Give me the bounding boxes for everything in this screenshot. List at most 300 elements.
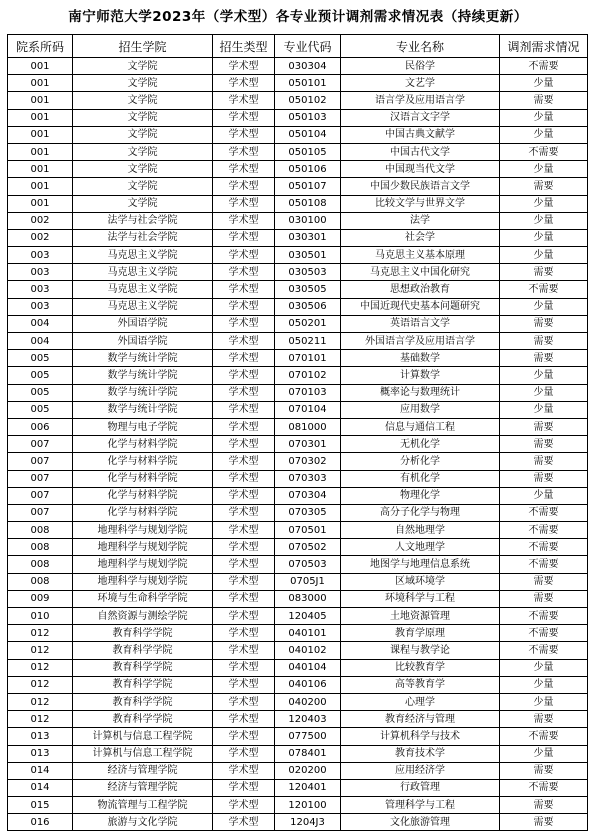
cell-college: 文学院 bbox=[73, 178, 213, 195]
cell-dept-code: 002 bbox=[8, 229, 73, 246]
cell-demand: 不需要 bbox=[500, 608, 588, 625]
cell-type: 学术型 bbox=[213, 92, 275, 109]
cell-college: 化学与材料学院 bbox=[73, 436, 213, 453]
cell-dept-code: 009 bbox=[8, 590, 73, 607]
cell-major-name: 汉语言文字学 bbox=[341, 109, 500, 126]
table-row bbox=[8, 178, 588, 195]
table-row bbox=[8, 333, 588, 350]
cell-college: 数学与统计学院 bbox=[73, 401, 213, 418]
cell-major-name: 比较教育学 bbox=[341, 659, 500, 676]
cell-type: 学术型 bbox=[213, 608, 275, 625]
cell-major-name: 语言学及应用语言学 bbox=[341, 92, 500, 109]
cell-major-code: 050107 bbox=[275, 178, 341, 195]
cell-demand: 少量 bbox=[500, 298, 588, 315]
cell-type: 学术型 bbox=[213, 797, 275, 814]
cell-demand: 不需要 bbox=[500, 504, 588, 521]
table-row bbox=[8, 350, 588, 367]
cell-dept-code: 001 bbox=[8, 178, 73, 195]
table-row bbox=[8, 487, 588, 504]
cell-college: 教育科学学院 bbox=[73, 659, 213, 676]
cell-major-code: 070104 bbox=[275, 401, 341, 418]
cell-demand: 需要 bbox=[500, 590, 588, 607]
table-row bbox=[8, 58, 588, 75]
cell-dept-code: 002 bbox=[8, 212, 73, 229]
cell-type: 学术型 bbox=[213, 350, 275, 367]
cell-major-name: 法学 bbox=[341, 212, 500, 229]
header-major-name: 专业名称 bbox=[341, 35, 500, 58]
cell-major-code: 070502 bbox=[275, 539, 341, 556]
cell-college: 旅游与文化学院 bbox=[73, 814, 213, 831]
cell-type: 学术型 bbox=[213, 143, 275, 160]
cell-type: 学术型 bbox=[213, 436, 275, 453]
cell-type: 学术型 bbox=[213, 264, 275, 281]
cell-major-name: 自然地理学 bbox=[341, 522, 500, 539]
cell-major-code: 030506 bbox=[275, 298, 341, 315]
cell-type: 学术型 bbox=[213, 745, 275, 762]
cell-major-code: 030501 bbox=[275, 247, 341, 264]
cell-major-name: 计算数学 bbox=[341, 367, 500, 384]
cell-college: 教育科学学院 bbox=[73, 711, 213, 728]
cell-type: 学术型 bbox=[213, 504, 275, 521]
cell-demand: 少量 bbox=[500, 367, 588, 384]
cell-demand: 不需要 bbox=[500, 779, 588, 796]
cell-type: 学术型 bbox=[213, 522, 275, 539]
cell-dept-code: 004 bbox=[8, 333, 73, 350]
cell-major-name: 比较文学与世界文学 bbox=[341, 195, 500, 212]
cell-major-name: 中国古典文献学 bbox=[341, 126, 500, 143]
cell-dept-code: 001 bbox=[8, 109, 73, 126]
cell-major-name: 物理化学 bbox=[341, 487, 500, 504]
cell-type: 学术型 bbox=[213, 762, 275, 779]
cell-type: 学术型 bbox=[213, 814, 275, 831]
cell-major-code: 030304 bbox=[275, 58, 341, 75]
cell-college: 数学与统计学院 bbox=[73, 384, 213, 401]
table-row bbox=[8, 92, 588, 109]
table-row bbox=[8, 814, 588, 831]
cell-dept-code: 003 bbox=[8, 264, 73, 281]
cell-major-name: 中国少数民族语言文学 bbox=[341, 178, 500, 195]
cell-type: 学术型 bbox=[213, 470, 275, 487]
cell-type: 学术型 bbox=[213, 281, 275, 298]
cell-college: 地理科学与规划学院 bbox=[73, 539, 213, 556]
cell-college: 化学与材料学院 bbox=[73, 453, 213, 470]
table-row bbox=[8, 161, 588, 178]
cell-demand: 需要 bbox=[500, 711, 588, 728]
cell-major-code: 040104 bbox=[275, 659, 341, 676]
cell-demand: 不需要 bbox=[500, 539, 588, 556]
table-header-row bbox=[8, 35, 588, 58]
cell-demand: 需要 bbox=[500, 333, 588, 350]
cell-demand: 需要 bbox=[500, 264, 588, 281]
cell-demand: 不需要 bbox=[500, 58, 588, 75]
cell-type: 学术型 bbox=[213, 247, 275, 264]
cell-dept-code: 008 bbox=[8, 539, 73, 556]
cell-dept-code: 007 bbox=[8, 453, 73, 470]
cell-demand: 少量 bbox=[500, 161, 588, 178]
cell-dept-code: 001 bbox=[8, 92, 73, 109]
cell-dept-code: 007 bbox=[8, 504, 73, 521]
table-row bbox=[8, 642, 588, 659]
table-row bbox=[8, 590, 588, 607]
cell-major-code: 030503 bbox=[275, 264, 341, 281]
cell-major-name: 无机化学 bbox=[341, 436, 500, 453]
cell-type: 学术型 bbox=[213, 75, 275, 92]
cell-major-code: 030301 bbox=[275, 229, 341, 246]
cell-type: 学术型 bbox=[213, 676, 275, 693]
cell-type: 学术型 bbox=[213, 384, 275, 401]
cell-demand: 少量 bbox=[500, 212, 588, 229]
cell-college: 法学与社会学院 bbox=[73, 229, 213, 246]
cell-major-name: 心理学 bbox=[341, 693, 500, 710]
cell-demand: 需要 bbox=[500, 453, 588, 470]
cell-major-code: 070102 bbox=[275, 367, 341, 384]
cell-type: 学术型 bbox=[213, 401, 275, 418]
cell-demand: 少量 bbox=[500, 195, 588, 212]
cell-dept-code: 003 bbox=[8, 298, 73, 315]
cell-dept-code: 013 bbox=[8, 728, 73, 745]
cell-college: 文学院 bbox=[73, 143, 213, 160]
cell-college: 文学院 bbox=[73, 58, 213, 75]
cell-major-name: 教育经济与管理 bbox=[341, 711, 500, 728]
cell-major-name: 思想政治教育 bbox=[341, 281, 500, 298]
cell-college: 地理科学与规划学院 bbox=[73, 573, 213, 590]
cell-major-code: 030100 bbox=[275, 212, 341, 229]
table-row bbox=[8, 625, 588, 642]
cell-dept-code: 012 bbox=[8, 642, 73, 659]
cell-college: 数学与统计学院 bbox=[73, 350, 213, 367]
cell-demand: 不需要 bbox=[500, 143, 588, 160]
cell-major-name: 应用数学 bbox=[341, 401, 500, 418]
cell-college: 文学院 bbox=[73, 92, 213, 109]
cell-major-code: 050101 bbox=[275, 75, 341, 92]
header-demand: 调剂需求情况 bbox=[500, 35, 588, 58]
cell-major-code: 050106 bbox=[275, 161, 341, 178]
cell-dept-code: 005 bbox=[8, 384, 73, 401]
cell-college: 环境与生命科学学院 bbox=[73, 590, 213, 607]
cell-dept-code: 012 bbox=[8, 625, 73, 642]
cell-dept-code: 003 bbox=[8, 281, 73, 298]
cell-college: 教育科学学院 bbox=[73, 642, 213, 659]
cell-major-code: 0705J1 bbox=[275, 573, 341, 590]
cell-demand: 少量 bbox=[500, 229, 588, 246]
table-row bbox=[8, 384, 588, 401]
cell-demand: 需要 bbox=[500, 814, 588, 831]
cell-major-name: 概率论与数理统计 bbox=[341, 384, 500, 401]
cell-college: 化学与材料学院 bbox=[73, 487, 213, 504]
cell-dept-code: 005 bbox=[8, 367, 73, 384]
page-title: 南宁师范大学2023年（学术型）各专业预计调剂需求情况表（持续更新） bbox=[68, 9, 528, 25]
table-row bbox=[8, 728, 588, 745]
cell-major-name: 教育技术学 bbox=[341, 745, 500, 762]
table-row bbox=[8, 298, 588, 315]
cell-college: 物理与电子学院 bbox=[73, 418, 213, 435]
cell-major-name: 外国语言学及应用语言学 bbox=[341, 333, 500, 350]
table-row bbox=[8, 797, 588, 814]
cell-major-name: 土地资源管理 bbox=[341, 608, 500, 625]
cell-type: 学术型 bbox=[213, 126, 275, 143]
cell-dept-code: 003 bbox=[8, 247, 73, 264]
cell-college: 经济与管理学院 bbox=[73, 762, 213, 779]
cell-type: 学术型 bbox=[213, 195, 275, 212]
cell-major-code: 030505 bbox=[275, 281, 341, 298]
cell-type: 学术型 bbox=[213, 229, 275, 246]
cell-major-code: 070101 bbox=[275, 350, 341, 367]
cell-demand: 少量 bbox=[500, 247, 588, 264]
cell-type: 学术型 bbox=[213, 212, 275, 229]
cell-type: 学术型 bbox=[213, 711, 275, 728]
cell-dept-code: 001 bbox=[8, 75, 73, 92]
cell-type: 学术型 bbox=[213, 418, 275, 435]
cell-demand: 少量 bbox=[500, 487, 588, 504]
cell-major-name: 马克思主义中国化研究 bbox=[341, 264, 500, 281]
table-row bbox=[8, 436, 588, 453]
cell-type: 学术型 bbox=[213, 779, 275, 796]
cell-major-name: 信息与通信工程 bbox=[341, 418, 500, 435]
cell-demand: 少量 bbox=[500, 384, 588, 401]
cell-type: 学术型 bbox=[213, 590, 275, 607]
cell-major-name: 中国现当代文学 bbox=[341, 161, 500, 178]
cell-dept-code: 001 bbox=[8, 58, 73, 75]
cell-dept-code: 007 bbox=[8, 436, 73, 453]
cell-major-code: 040200 bbox=[275, 693, 341, 710]
cell-dept-code: 001 bbox=[8, 126, 73, 143]
cell-major-code: 040102 bbox=[275, 642, 341, 659]
cell-type: 学术型 bbox=[213, 109, 275, 126]
cell-dept-code: 008 bbox=[8, 573, 73, 590]
cell-college: 马克思主义学院 bbox=[73, 264, 213, 281]
cell-college: 外国语学院 bbox=[73, 333, 213, 350]
cell-major-name: 环境科学与工程 bbox=[341, 590, 500, 607]
cell-college: 马克思主义学院 bbox=[73, 247, 213, 264]
cell-demand: 不需要 bbox=[500, 642, 588, 659]
cell-dept-code: 016 bbox=[8, 814, 73, 831]
cell-college: 文学院 bbox=[73, 75, 213, 92]
cell-major-name: 社会学 bbox=[341, 229, 500, 246]
cell-demand: 少量 bbox=[500, 676, 588, 693]
table-row bbox=[8, 470, 588, 487]
cell-type: 学术型 bbox=[213, 642, 275, 659]
cell-major-code: 070303 bbox=[275, 470, 341, 487]
cell-major-code: 050201 bbox=[275, 315, 341, 332]
header-college: 招生学院 bbox=[73, 35, 213, 58]
cell-type: 学术型 bbox=[213, 315, 275, 332]
cell-type: 学术型 bbox=[213, 487, 275, 504]
cell-demand: 少量 bbox=[500, 659, 588, 676]
cell-type: 学术型 bbox=[213, 659, 275, 676]
cell-demand: 不需要 bbox=[500, 625, 588, 642]
cell-major-name: 区域环境学 bbox=[341, 573, 500, 590]
cell-major-name: 分析化学 bbox=[341, 453, 500, 470]
table-row bbox=[8, 676, 588, 693]
cell-college: 计算机与信息工程学院 bbox=[73, 728, 213, 745]
cell-college: 文学院 bbox=[73, 109, 213, 126]
cell-demand: 不需要 bbox=[500, 556, 588, 573]
cell-major-code: 070302 bbox=[275, 453, 341, 470]
cell-type: 学术型 bbox=[213, 573, 275, 590]
cell-college: 文学院 bbox=[73, 161, 213, 178]
cell-type: 学术型 bbox=[213, 625, 275, 642]
cell-demand: 需要 bbox=[500, 470, 588, 487]
cell-college: 马克思主义学院 bbox=[73, 298, 213, 315]
cell-type: 学术型 bbox=[213, 728, 275, 745]
cell-demand: 少量 bbox=[500, 75, 588, 92]
cell-demand: 需要 bbox=[500, 762, 588, 779]
header-major-code: 专业代码 bbox=[275, 35, 341, 58]
cell-college: 物流管理与工程学院 bbox=[73, 797, 213, 814]
cell-demand: 需要 bbox=[500, 573, 588, 590]
table-row bbox=[8, 522, 588, 539]
header-dept-code: 院系所码 bbox=[8, 35, 73, 58]
cell-major-code: 120401 bbox=[275, 779, 341, 796]
cell-major-name: 行政管理 bbox=[341, 779, 500, 796]
cell-dept-code: 005 bbox=[8, 350, 73, 367]
cell-major-name: 高等教育学 bbox=[341, 676, 500, 693]
cell-demand: 少量 bbox=[500, 109, 588, 126]
cell-demand: 需要 bbox=[500, 797, 588, 814]
cell-college: 自然资源与测绘学院 bbox=[73, 608, 213, 625]
cell-dept-code: 012 bbox=[8, 676, 73, 693]
cell-type: 学术型 bbox=[213, 58, 275, 75]
cell-major-code: 120100 bbox=[275, 797, 341, 814]
cell-college: 马克思主义学院 bbox=[73, 281, 213, 298]
table-row bbox=[8, 195, 588, 212]
cell-college: 外国语学院 bbox=[73, 315, 213, 332]
cell-major-code: 050108 bbox=[275, 195, 341, 212]
table-row bbox=[8, 573, 588, 590]
cell-major-code: 083000 bbox=[275, 590, 341, 607]
cell-dept-code: 001 bbox=[8, 143, 73, 160]
cell-major-name: 英语语言文学 bbox=[341, 315, 500, 332]
cell-demand: 需要 bbox=[500, 178, 588, 195]
table-row bbox=[8, 556, 588, 573]
table-row bbox=[8, 109, 588, 126]
cell-dept-code: 007 bbox=[8, 470, 73, 487]
table-row bbox=[8, 762, 588, 779]
cell-major-code: 050105 bbox=[275, 143, 341, 160]
cell-major-code: 081000 bbox=[275, 418, 341, 435]
cell-major-code: 050211 bbox=[275, 333, 341, 350]
header-type: 招生类型 bbox=[213, 35, 275, 58]
cell-college: 化学与材料学院 bbox=[73, 470, 213, 487]
cell-dept-code: 006 bbox=[8, 418, 73, 435]
cell-major-code: 070103 bbox=[275, 384, 341, 401]
cell-demand: 不需要 bbox=[500, 728, 588, 745]
cell-college: 数学与统计学院 bbox=[73, 367, 213, 384]
cell-major-code: 070305 bbox=[275, 504, 341, 521]
table-row bbox=[8, 212, 588, 229]
cell-college: 化学与材料学院 bbox=[73, 504, 213, 521]
cell-major-code: 120405 bbox=[275, 608, 341, 625]
table-row bbox=[8, 315, 588, 332]
cell-type: 学术型 bbox=[213, 178, 275, 195]
cell-dept-code: 010 bbox=[8, 608, 73, 625]
cell-major-name: 民俗学 bbox=[341, 58, 500, 75]
cell-type: 学术型 bbox=[213, 333, 275, 350]
cell-dept-code: 001 bbox=[8, 161, 73, 178]
cell-dept-code: 001 bbox=[8, 195, 73, 212]
table-row bbox=[8, 281, 588, 298]
cell-major-name: 课程与教学论 bbox=[341, 642, 500, 659]
table-row bbox=[8, 126, 588, 143]
cell-major-code: 078401 bbox=[275, 745, 341, 762]
cell-major-code: 040106 bbox=[275, 676, 341, 693]
cell-major-name: 中国古代文学 bbox=[341, 143, 500, 160]
table-row bbox=[8, 693, 588, 710]
cell-major-name: 基础数学 bbox=[341, 350, 500, 367]
table-row bbox=[8, 264, 588, 281]
cell-dept-code: 012 bbox=[8, 711, 73, 728]
cell-major-name: 有机化学 bbox=[341, 470, 500, 487]
cell-college: 地理科学与规划学院 bbox=[73, 556, 213, 573]
table-row bbox=[8, 659, 588, 676]
cell-dept-code: 015 bbox=[8, 797, 73, 814]
table-row bbox=[8, 504, 588, 521]
cell-type: 学术型 bbox=[213, 556, 275, 573]
cell-college: 教育科学学院 bbox=[73, 676, 213, 693]
cell-type: 学术型 bbox=[213, 298, 275, 315]
table-row bbox=[8, 711, 588, 728]
cell-major-code: 020200 bbox=[275, 762, 341, 779]
table-row bbox=[8, 418, 588, 435]
cell-college: 法学与社会学院 bbox=[73, 212, 213, 229]
cell-dept-code: 008 bbox=[8, 556, 73, 573]
table-row bbox=[8, 367, 588, 384]
adjustment-demand-table bbox=[7, 34, 588, 831]
cell-dept-code: 012 bbox=[8, 693, 73, 710]
cell-major-code: 050103 bbox=[275, 109, 341, 126]
cell-college: 经济与管理学院 bbox=[73, 779, 213, 796]
table-row bbox=[8, 539, 588, 556]
cell-college: 文学院 bbox=[73, 126, 213, 143]
cell-major-code: 050104 bbox=[275, 126, 341, 143]
cell-demand: 不需要 bbox=[500, 522, 588, 539]
table-row bbox=[8, 453, 588, 470]
table-row bbox=[8, 401, 588, 418]
cell-major-code: 040101 bbox=[275, 625, 341, 642]
cell-major-code: 070301 bbox=[275, 436, 341, 453]
cell-demand: 需要 bbox=[500, 418, 588, 435]
cell-type: 学术型 bbox=[213, 453, 275, 470]
table-row bbox=[8, 229, 588, 246]
cell-demand: 需要 bbox=[500, 350, 588, 367]
cell-dept-code: 013 bbox=[8, 745, 73, 762]
cell-major-name: 文化旅游管理 bbox=[341, 814, 500, 831]
cell-major-name: 地图学与地理信息系统 bbox=[341, 556, 500, 573]
cell-college: 文学院 bbox=[73, 195, 213, 212]
cell-dept-code: 007 bbox=[8, 487, 73, 504]
cell-type: 学术型 bbox=[213, 693, 275, 710]
table-row bbox=[8, 75, 588, 92]
cell-major-name: 中国近现代史基本问题研究 bbox=[341, 298, 500, 315]
cell-college: 教育科学学院 bbox=[73, 625, 213, 642]
cell-major-name: 教育学原理 bbox=[341, 625, 500, 642]
cell-major-name: 高分子化学与物理 bbox=[341, 504, 500, 521]
cell-dept-code: 014 bbox=[8, 779, 73, 796]
cell-major-code: 120403 bbox=[275, 711, 341, 728]
cell-major-code: 070304 bbox=[275, 487, 341, 504]
cell-major-name: 马克思主义基本原理 bbox=[341, 247, 500, 264]
cell-college: 地理科学与规划学院 bbox=[73, 522, 213, 539]
cell-major-code: 050102 bbox=[275, 92, 341, 109]
cell-type: 学术型 bbox=[213, 539, 275, 556]
cell-demand: 需要 bbox=[500, 315, 588, 332]
cell-major-code: 070501 bbox=[275, 522, 341, 539]
cell-major-code: 1204J3 bbox=[275, 814, 341, 831]
cell-demand: 不需要 bbox=[500, 281, 588, 298]
cell-college: 教育科学学院 bbox=[73, 693, 213, 710]
cell-dept-code: 004 bbox=[8, 315, 73, 332]
cell-major-name: 管理科学与工程 bbox=[341, 797, 500, 814]
